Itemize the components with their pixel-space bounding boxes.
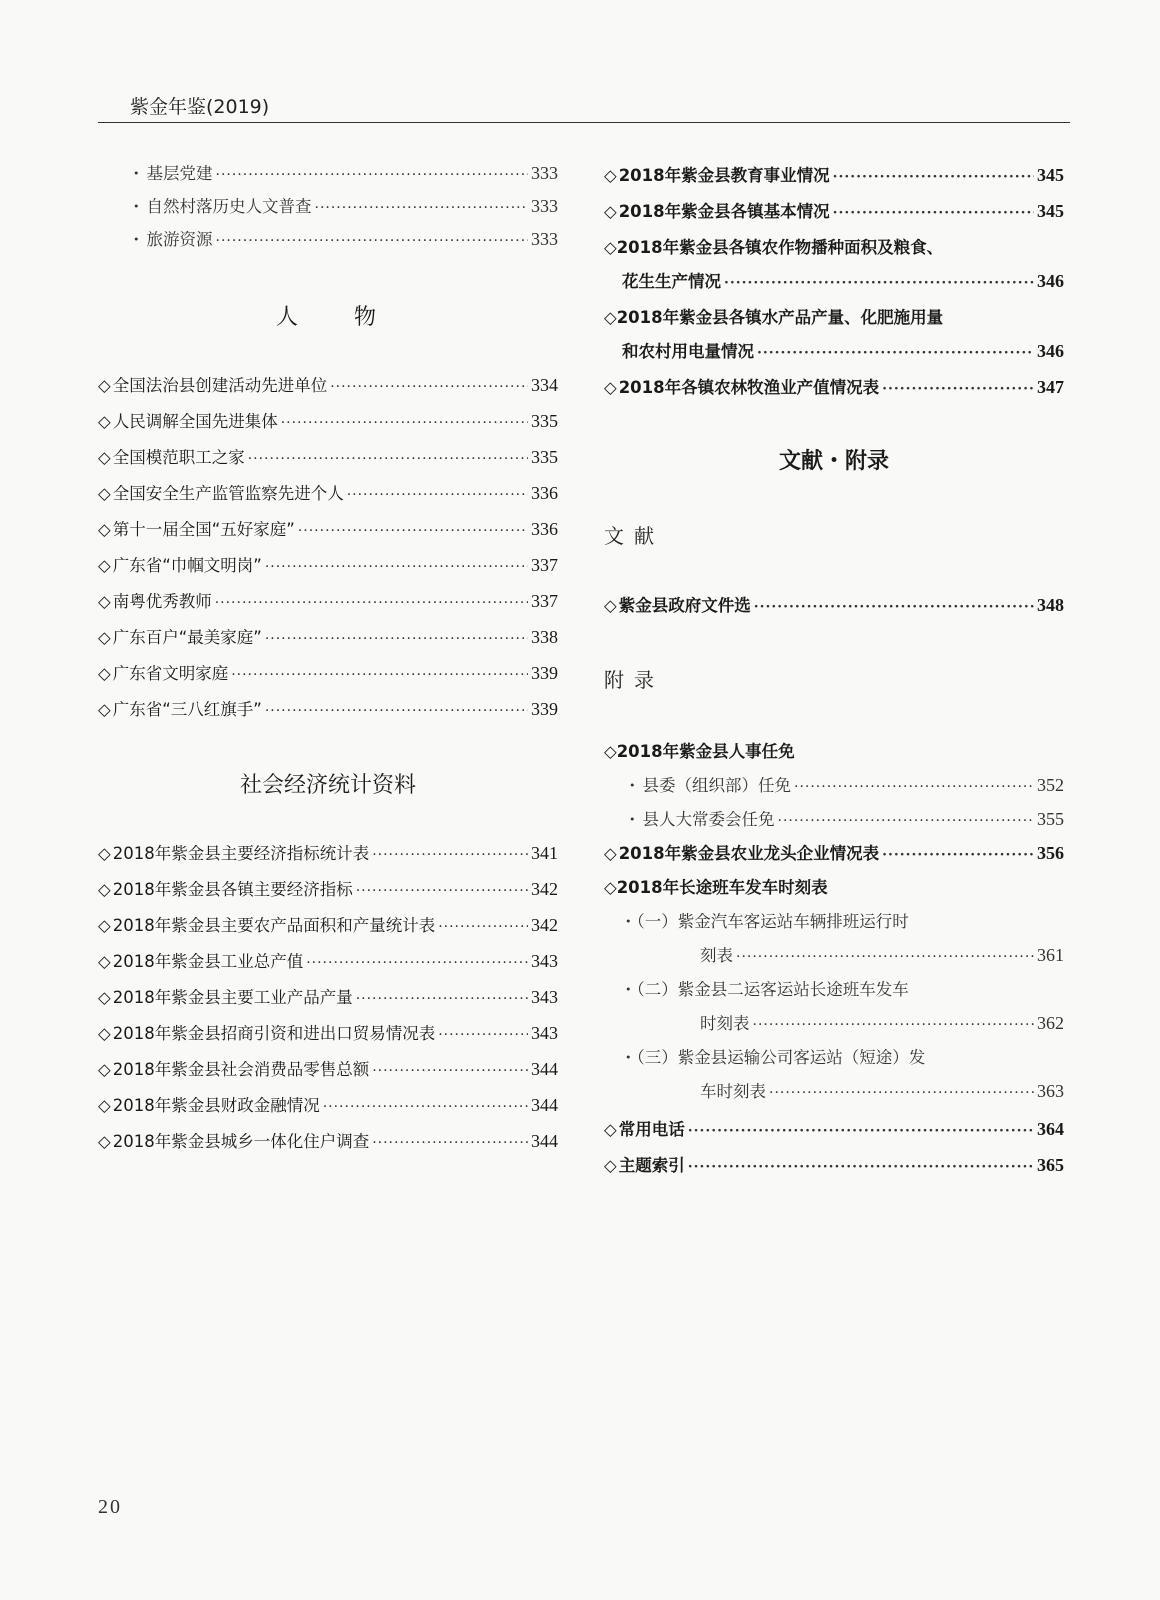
toc-entry[interactable]: ◇ 广东百户“最美家庭” ····· 338 (98, 624, 558, 652)
toc-entry[interactable]: ◇ 2018年紫金县各镇基本情况 ····· 345 (604, 198, 1064, 226)
toc-entry[interactable]: ・ 县人大常委会任免 ····· 355 (624, 806, 1064, 834)
toc-entry[interactable]: ◇ 2018年各镇农林牧渔业产值情况表 ····· 347 (604, 374, 1064, 402)
toc-entry[interactable]: ◇ 2018年紫金县教育事业情况 ····· 345 (604, 162, 1064, 190)
toc-entry[interactable]: ◇ 2018年紫金县财政金融情况 ····· 344 (98, 1092, 558, 1120)
toc-entry[interactable]: ◇ 2018年紫金县城乡一体化住户调查 ····· 344 (98, 1128, 558, 1156)
toc-entry[interactable]: ◇ 2018年紫金县招商引资和进出口贸易情况表 ····· 343 (98, 1020, 558, 1048)
subtitle-docs: 文献 (604, 524, 664, 548)
subtitle-appendix: 附录 (604, 668, 664, 692)
header-title: 紫金年鉴(2019) (130, 96, 270, 118)
toc-entry[interactable]: ◇ 南粤优秀教师 ····· 337 (98, 588, 558, 616)
toc-entry[interactable]: ◇ 人民调解全国先进集体 ····· 335 (98, 408, 558, 436)
toc-entry[interactable]: ◇ 第十一届全国“五好家庭” ····· 336 (98, 516, 558, 544)
toc-entry[interactable]: ◇ 全国模范职工之家 ····· 335 (98, 444, 558, 472)
toc-entry[interactable]: 车时刻表 ····· 363 (700, 1078, 1064, 1106)
toc-entry-personnel[interactable]: ◇2018年紫金县人事任免 (604, 742, 795, 761)
running-header (98, 86, 1070, 123)
toc-entry[interactable]: ◇ 2018年紫金县各镇主要经济指标 ····· 342 (98, 876, 558, 904)
toc-entry[interactable]: 和农村用电量情况 ····· 346 (622, 338, 1064, 366)
section-title-stats: 社会经济统计资料 (239, 773, 416, 798)
toc-entry-line1[interactable]: ・（三）紫金县运输公司客运站（短途）发 (620, 1048, 926, 1067)
toc-entry[interactable]: ◇ 2018年紫金县农业龙头企业情况表 ····· 356 (604, 840, 1064, 868)
toc-entry[interactable]: ・ 县委（组织部）任免 ····· 352 (624, 772, 1064, 800)
toc-entry[interactable]: ◇ 全国安全生产监管监察先进个人 ····· 336 (98, 480, 558, 508)
toc-entry[interactable]: ◇ 2018年紫金县主要工业产品产量 ····· 343 (98, 984, 558, 1012)
page-number: 20 (98, 1496, 122, 1518)
toc-entry[interactable]: ◇ 广东省“三八红旗手” ····· 339 (98, 696, 558, 724)
section-title-appendix: 文献・附录 (778, 449, 889, 474)
toc-entry-line1[interactable]: ・（一）紫金汽车客运站车辆排班运行时 (620, 912, 909, 931)
toc-entry[interactable]: ◇ 常用电话 ····· 364 (604, 1116, 1064, 1144)
toc-entry[interactable]: ・ 自然村落历史人文普查 ····· 333 (128, 193, 558, 221)
toc-entry[interactable]: ◇ 主题索引 ····· 365 (604, 1152, 1064, 1180)
toc-entry-line1[interactable]: ・（二）紫金县二运客运站长途班车发车 (620, 980, 909, 999)
toc-entry[interactable]: 时刻表 ····· 362 (700, 1010, 1064, 1038)
toc-entry[interactable]: ◇ 2018年紫金县主要经济指标统计表 ····· 341 (98, 840, 558, 868)
toc-entry[interactable]: ◇ 紫金县政府文件选 ····· 348 (604, 592, 1064, 620)
toc-entry[interactable]: ◇ 广东省“巾帼文明岗” ····· 337 (98, 552, 558, 580)
toc-entry[interactable]: 刻表 ····· 361 (700, 942, 1064, 970)
toc-entry-line1[interactable]: ◇2018年紫金县各镇水产品产量、化肥施用量 (604, 308, 944, 327)
toc-entry[interactable]: ・ 基层党建 ····· 333 (128, 160, 558, 188)
toc-entry[interactable]: ◇ 2018年紫金县主要农产品面积和产量统计表 ····· 342 (98, 912, 558, 940)
toc-entry[interactable]: ◇ 全国法治县创建活动先进单位 ····· 334 (98, 372, 558, 400)
toc-entry[interactable]: ◇ 广东省文明家庭 ····· 339 (98, 660, 558, 688)
toc-entry[interactable]: 花生生产情况 ····· 346 (622, 268, 1064, 296)
toc-entry[interactable]: ◇ 2018年紫金县社会消费品零售总额 ····· 344 (98, 1056, 558, 1084)
section-title-people: 人 物 (275, 305, 380, 330)
toc-entry-bus[interactable]: ◇2018年长途班车发车时刻表 (604, 878, 828, 897)
toc-entry-line1[interactable]: ◇2018年紫金县各镇农作物播种面积及粮食、 (604, 238, 944, 257)
toc-entry[interactable]: ・ 旅游资源 ····· 333 (128, 226, 558, 254)
toc-entry[interactable]: ◇ 2018年紫金县工业总产值 ····· 343 (98, 948, 558, 976)
